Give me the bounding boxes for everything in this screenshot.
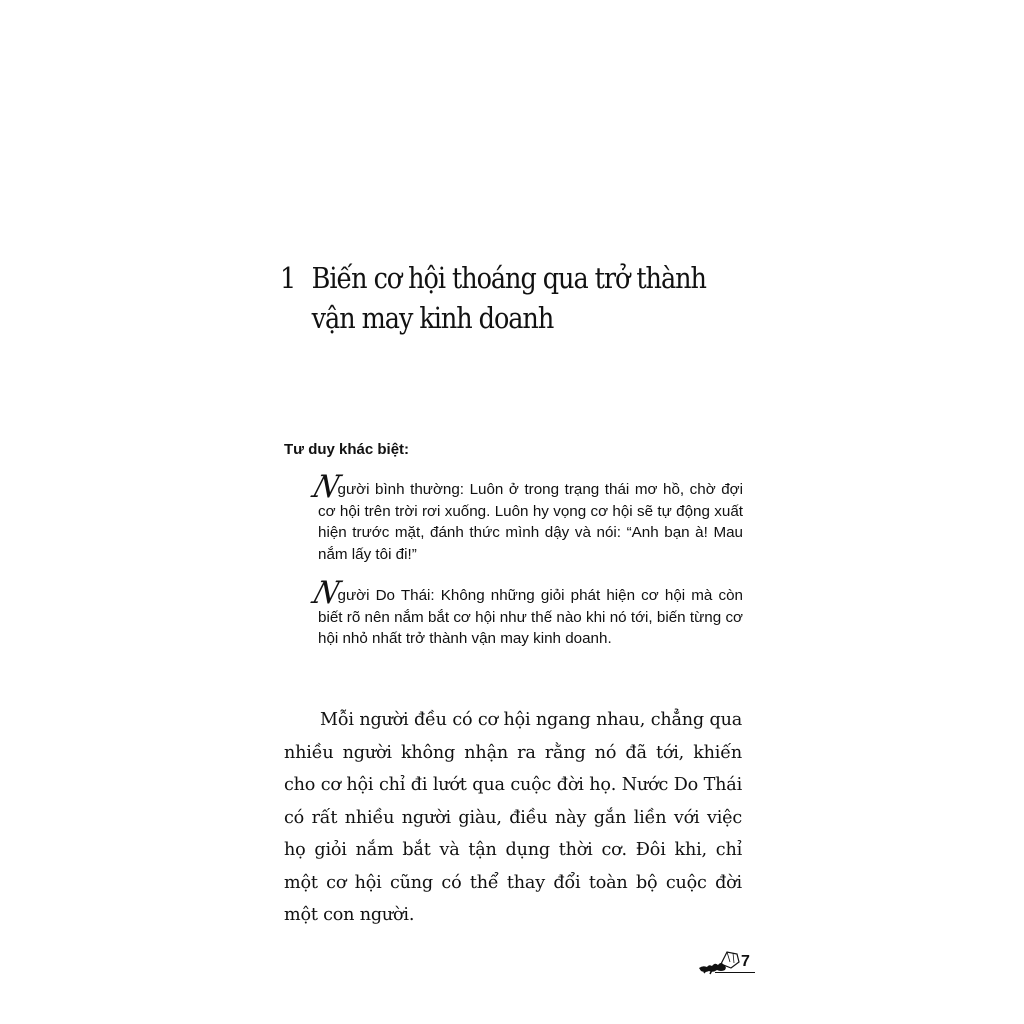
page-number: 7 xyxy=(741,953,750,970)
callout-paragraph-ordinary-people xyxy=(308,468,743,565)
callout-heading: Tư duy khác biệt: xyxy=(284,441,410,458)
callout-paragraph-jewish-people xyxy=(308,574,743,650)
dragon-ornament-icon xyxy=(697,948,747,978)
chapter-title-text-1: Biến cơ hội thoáng qua trở thành xyxy=(311,261,706,295)
callout-paragraph-text: gười bình thường: Luôn ở trong trạng thái mơ hồ, chờ đợi cơ hội trên trời rơi xuống. Luôn hy vọng cơ hội sẽ tự động xuất hiện trước mặt, đánh thức mình dậy và nói: “Anh bạn à! Mau nắm lấy tôi đi!” xyxy=(318,481,743,563)
page-footer xyxy=(697,948,767,978)
footer-rule xyxy=(715,972,755,973)
chapter-title-text-2: vận may kinh doanh xyxy=(311,301,554,335)
chapter-title xyxy=(280,258,706,338)
chapter-number: 1 xyxy=(280,261,296,295)
chapter-title-line-2 xyxy=(280,298,685,338)
decorative-initial: N xyxy=(308,468,345,505)
callout-paragraph-text: gười Do Thái: Không những giỏi phát hiện cơ hội mà còn biết rõ nên nắm bắt cơ hội như thế nào khi nó tới, biến từng cơ hội nhỏ nhất trở thành vận may kinh doanh. xyxy=(318,587,743,647)
chapter-title-line-1 xyxy=(280,258,706,298)
decorative-initial: N xyxy=(308,574,345,611)
body-paragraph: Mỗi người đều có cơ hội ngang nhau, chẳng qua nhiều người không nhận ra rằng nó đã tới, khiến cho cơ hội chỉ đi lướt qua cuộc đời họ. Nước Do Thái có rất nhiều người giàu, điều này gắn liền với việc họ giỏi nắm bắt và tận dụng thời cơ. Đôi khi, chỉ một cơ hội cũng có thể thay đổi toàn bộ cuộc đời một con người. xyxy=(284,710,742,925)
